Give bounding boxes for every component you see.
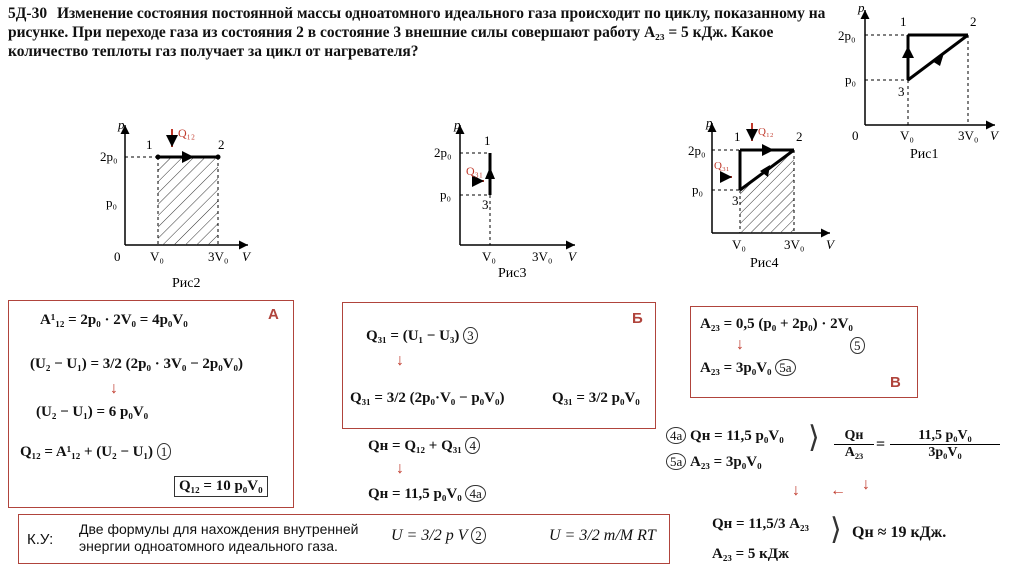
frac-left [834, 428, 874, 461]
box-a-line4: Q₁₂ = A¹₁₂ + (U₂ − U₁) [20, 444, 153, 460]
problem-number: 5Д-30 [8, 5, 48, 22]
arrow-left-icon: ← [830, 482, 846, 499]
box-b-line2: Q₃₁ = 3/2 (2p₀·V₀ − p₀V₀) [350, 390, 505, 406]
fig3-p1: p₀ [440, 187, 452, 202]
fig1-p: p [858, 0, 865, 15]
fig1-p2: 2p₀ [838, 28, 856, 43]
middle-line2: Qн = 11,5 p₀V₀ [368, 486, 462, 502]
frac-right [890, 428, 1000, 461]
brace-icon: ⟩ [808, 421, 820, 454]
right-line2: A₂₃ = 3p₀V₀ [690, 454, 762, 470]
box-v-line2: A₂₃ = 3p₀V₀ [700, 360, 772, 376]
note-text: Две формулы для нахождения внутренней энергии одноатомного идеального газа. [79, 521, 359, 554]
note-formula-2: U = 3/2 m/M RT [549, 527, 656, 544]
fig4-v3: 3V₀ [784, 237, 805, 252]
fig3-v: V [568, 249, 576, 264]
middle-line1-wrap [368, 438, 480, 455]
arrow-down-icon: ↓ [862, 476, 870, 493]
box-v-label: В [890, 374, 901, 391]
box-b-label: Б [632, 310, 643, 327]
right-line1-wrap [666, 428, 784, 445]
fig2-v1: V₀ [150, 249, 164, 264]
fig1-zero: 0 [852, 128, 859, 143]
fig4-s3: 3 [732, 193, 739, 208]
figure-3 [430, 115, 590, 285]
right-line2-wrap [666, 454, 762, 471]
fig4-s2: 2 [796, 129, 803, 144]
box-a-line3: (U₂ − U₁) = 6 p₀V₀ [36, 404, 149, 420]
frac-val-den: 3p₀V₀ [928, 445, 962, 460]
right-line2-num: 5а [666, 453, 686, 470]
fig3-s1: 1 [484, 133, 491, 148]
box-v-line2-wrap [700, 360, 796, 377]
arrow-down-icon: ↓ [396, 352, 404, 369]
box-b-line3: Q₃₁ = 3/2 p₀V₀ [552, 390, 640, 406]
fig3-q: Q₃₁ [466, 164, 484, 178]
fig2-p1: p₀ [106, 195, 118, 210]
fig4-caption: Рис4 [750, 256, 779, 271]
box-b-line1-wrap [366, 328, 478, 345]
fig3-s3: 3 [482, 197, 489, 212]
box-a-line4-wrap [20, 444, 171, 461]
problem-statement [8, 4, 828, 61]
note-label: К.У: [27, 531, 54, 548]
fig1-p1: p₀ [845, 72, 857, 87]
figure-2 [100, 115, 270, 295]
right-line3: Qн = 11,5/3 A₂₃ [712, 516, 810, 532]
fig2-s2: 2 [218, 137, 225, 152]
fig2-s1: 1 [146, 137, 153, 152]
box-b-line1-num: 3 [463, 327, 478, 344]
fig4-q12: Q₁₂ [758, 126, 774, 138]
brace-icon: ⟩ [830, 513, 842, 546]
fig2-zero: 0 [114, 249, 121, 264]
box-v-num5: 5 [850, 337, 865, 354]
box-b [342, 302, 656, 429]
note-formula-1: U = 3/2 p V [391, 527, 468, 544]
fig3-v1: V₀ [482, 249, 496, 264]
figure-4 [690, 115, 850, 275]
fig4-s1: 1 [734, 129, 741, 144]
fig1-s1: 1 [900, 14, 907, 29]
fig1-v3: 3V₀ [958, 128, 979, 143]
fig3-p2: 2p₀ [434, 145, 452, 160]
arrow-down-icon: ↓ [110, 380, 118, 397]
arrow-down-icon: ↓ [396, 460, 404, 477]
box-a-line2: (U₂ − U₁) = 3/2 (2p₀ · 3V₀ − 2p₀V₀) [30, 356, 244, 372]
box-v-line1: A₂₃ = 0,5 (p₀ + 2p₀) · 2V₀ [700, 316, 853, 332]
fig4-q31: Q₃₁ [714, 160, 730, 172]
fig2-q: Q₁₂ [178, 126, 196, 140]
middle-line2-num: 4а [465, 485, 485, 502]
right-line1-num: 4а [666, 427, 686, 444]
fig2-v: V [242, 249, 250, 264]
middle-line1-num: 4 [465, 437, 480, 454]
note-box [18, 514, 670, 564]
right-line4: A₂₃ = 5 кДж [712, 546, 789, 562]
problem-text: Изменение состояния постоянной массы одноатомного идеального газа происходит по циклу, показанному на рисунке. При переходе газа из состояния 2 в состояние 3 внешние силы совершают работу A₂₃ = 5 кДж. Какое количество теплоты газ получает за цикл от нагревателя? [8, 5, 826, 60]
middle-line2-wrap [368, 486, 486, 503]
fig1-v: V [990, 128, 998, 143]
fig4-p: p [706, 115, 713, 130]
fig4-p1: p₀ [692, 182, 704, 197]
fig2-p: p [118, 117, 125, 132]
fig4-p2: 2p₀ [688, 143, 706, 158]
figure-1 [840, 0, 1020, 160]
fig1-s2: 2 [970, 14, 977, 29]
fig1-v1: V₀ [900, 128, 914, 143]
fig4-v: V [826, 237, 834, 252]
box-a-label: А [268, 306, 279, 323]
frac-num: Qн [834, 428, 874, 445]
fig2-p2: 2p₀ [100, 149, 118, 164]
frac-val-num: 11,5 p₀V₀ [890, 428, 1000, 445]
answer: Qн ≈ 19 кДж. [852, 524, 947, 541]
fig3-caption: Рис3 [498, 266, 527, 281]
note-f1-wrap [391, 527, 486, 545]
arrow-down-icon: ↓ [736, 336, 744, 353]
box-b-line1: Q₃₁ = (U₁ − U₃) [366, 328, 460, 344]
box-a-line1: A¹₁₂ = 2p₀ · 2V₀ = 4p₀V₀ [40, 312, 188, 328]
fig4-v1: V₀ [732, 237, 746, 252]
fig2-v3: 3V₀ [208, 249, 229, 264]
fig3-v3: 3V₀ [532, 249, 553, 264]
fig3-p: p [454, 117, 461, 132]
arrow-down-icon: ↓ [792, 482, 800, 499]
right-line1: Qн = 11,5 p₀V₀ [690, 428, 784, 444]
box-v-line2-num: 5а [775, 359, 795, 376]
fig2-caption: Рис2 [172, 276, 201, 291]
note-formula-1-num: 2 [471, 527, 486, 544]
fig1-s3: 3 [898, 84, 905, 99]
box-a-line4-num: 1 [157, 443, 172, 460]
box-a-result: Q₁₂ = 10 p₀V₀ [174, 476, 268, 497]
middle-line1: Qн = Q₁₂ + Q₃₁ [368, 438, 462, 454]
fig1-caption: Рис1 [910, 147, 939, 162]
frac-den: A₂₃ [844, 445, 864, 460]
